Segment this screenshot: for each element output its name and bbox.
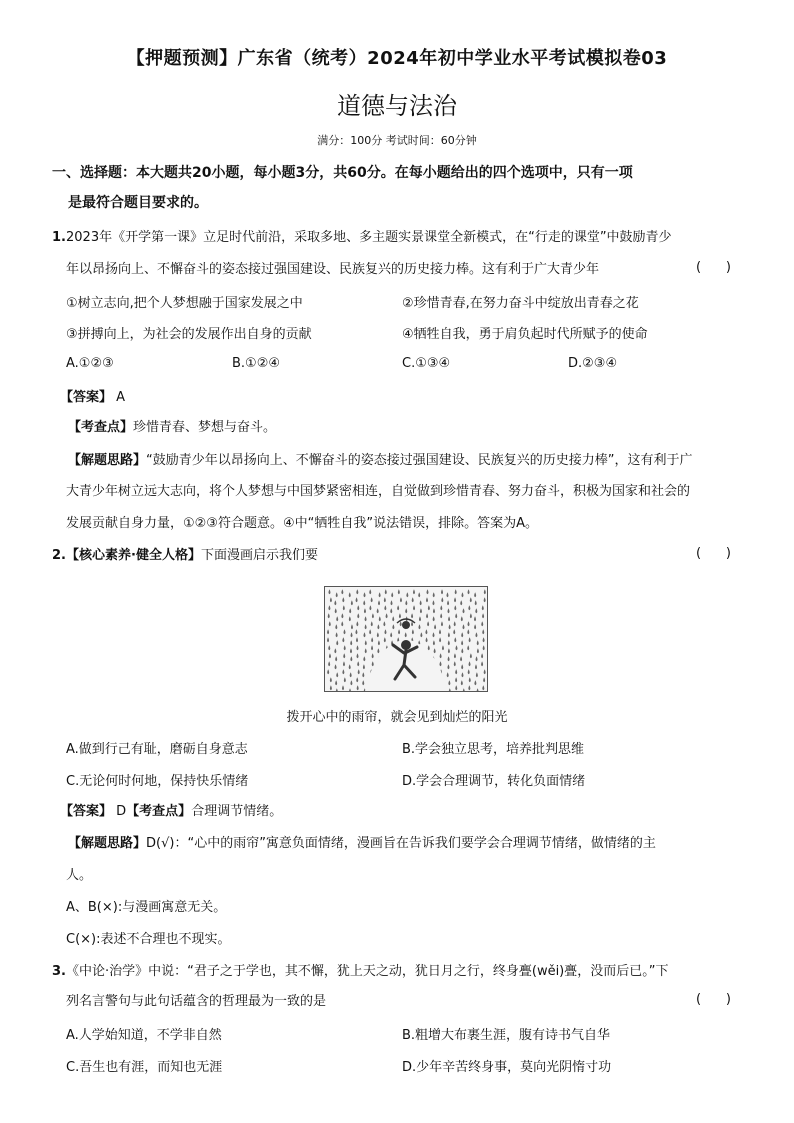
rain-drop [343,661,345,666]
rain-drop [335,624,337,629]
rain-drop [467,629,469,634]
rain-drop [468,669,470,674]
q1-statement-4: ④牺牲自我，勇于肩负起时代所赋予的使命 [402,327,648,342]
rain-drop [432,632,434,637]
q1-idea-text1: “鼓励青少年以昂扬向上、不懈奋斗的姿态接过强国建设、民族复兴的历史接力棒”，这有利于广 [146,453,693,468]
rain-drop [418,624,420,629]
rain-drop [434,624,436,629]
rain-drop [448,640,450,645]
rain-drop [343,653,345,658]
q2-idea-text1: D(√)：“心中的雨帘”寓意负面情绪，漫画旨在告诉我们要学会合理调节情绪，做情绪的主 [146,836,656,851]
rain-drop [372,653,374,658]
q2-idea-line1 [68,834,656,854]
rain-drop [461,632,463,637]
q1-option-c: C.①③④ [402,356,451,371]
rain-drop [475,632,477,637]
q1-idea-label: 【解题思路】 [68,453,147,468]
rain-drop [469,661,471,666]
rain-drop [461,648,463,653]
rain-drop [362,680,364,685]
rain-drop [391,592,393,597]
rain-drop [377,632,379,637]
rain-drop [357,613,359,618]
rain-drop [349,616,351,621]
rain-drop [350,680,352,685]
rain-drop [461,616,463,621]
rain-drop [350,656,352,661]
rain-drop [420,632,422,637]
rain-drop [342,597,344,602]
rain-drop [378,640,380,645]
rain-drop [447,600,449,605]
rain-drop [349,688,351,691]
rain-drop [363,632,365,637]
rain-drop [420,600,422,605]
rain-drop [475,608,477,613]
rain-drop [475,664,477,669]
rain-drop [386,613,388,618]
q2-idea-line3: A、B(×):与漫画寓意无关。 [66,900,227,915]
q1-point [68,418,276,438]
q2-option-c: C.无论何时何地，保持快乐情绪 [66,774,249,789]
subject-title: 道德与法治 [337,92,457,120]
rain-drop [328,661,330,666]
rain-drop [372,613,374,618]
rain-drop [390,632,392,637]
rain-drop [425,629,427,634]
rain-drop [412,629,414,634]
rain-drop [328,645,330,650]
rain-drop [351,632,353,637]
rain-drop [440,613,442,618]
rain-drop [369,605,371,610]
rain-drop [341,589,343,594]
q1-answer-value: A [116,390,126,405]
rain-drop [455,669,457,674]
q1-statement-1: ①树立志向,把个人梦想融于国家发展之中 [66,296,303,311]
rain-drop [477,640,479,645]
rain-drop [327,637,329,642]
rain-drop [467,645,469,650]
rain-drop [355,629,357,634]
rain-drop [411,613,413,618]
q2-stem-text: 下面漫画启示我们要 [200,548,318,563]
rain-drop [400,597,402,602]
rain-drop [470,653,472,658]
rain-drop [448,648,450,653]
exam-title: 【押题预测】广东省（统考）2024年初中学业水平考试模拟卷03 [126,48,668,69]
rain-drop [356,597,358,602]
rain-drop [482,613,484,618]
rain-drop [350,672,352,677]
rain-drop [447,672,449,677]
rain-drop [334,648,336,653]
rain-drop [474,624,476,629]
rain-drop [433,640,435,645]
rain-drop [327,629,329,634]
q2-comic-image [324,586,488,692]
q1-idea-line2: 大青少年树立远大志向，将个人梦想与中国梦紧密相连，自觉做到珍惜青春、努力奋斗，积极为国家和社会的 [66,484,691,499]
rain-drop [406,592,408,597]
rain-drop [428,645,430,650]
rain-drop [344,677,346,682]
rain-drop [447,664,449,669]
rain-drop [426,613,428,618]
rain-drop [441,589,443,594]
rain-drop [377,608,379,613]
rain-drop [356,621,358,626]
rain-drop [469,637,471,642]
q2-option-b: B.学会独立思考，培养批判思维 [402,742,585,757]
q3-stem-line1: 《中论·治学》中说：“君子之于学也，其不懈，犹上天之动，犹日月之行，终身亹(wěi)亹，没而后已。”下 [66,964,669,979]
rain-drop [448,616,450,621]
rain-drop [349,608,351,613]
rain-drop [351,624,353,629]
rain-drop [441,621,443,626]
q2-stem [66,546,318,566]
rain-drop [427,621,429,626]
rain-drop [335,608,337,613]
rain-drop [335,664,337,669]
rain-drop [454,661,456,666]
rain-drop [342,669,344,674]
rain-drop [379,592,381,597]
rain-drop [477,688,479,691]
rain-drop [357,661,359,666]
q2-point-text: 合理调节情绪。 [191,804,283,819]
rain-drop [461,664,463,669]
rain-drop [441,597,443,602]
rain-drop [434,648,436,653]
rain-drop [484,597,486,602]
rain-drop [447,608,449,613]
rain-drop [344,645,346,650]
rain-drop [356,589,358,594]
rain-drop [371,597,373,602]
rain-drop [351,600,353,605]
rain-drop [379,616,381,621]
rain-drop [371,645,373,650]
rain-drop [357,653,359,658]
rain-drop [483,637,485,642]
rain-drop [330,685,332,690]
q2-number: 2. [52,548,66,563]
rain-drop [350,648,352,653]
rain-drop [390,608,392,613]
rain-drop [363,656,365,661]
q2-idea-line2: 人。 [66,868,93,883]
rain-drop [342,685,344,690]
rain-drop [418,592,420,597]
rain-drop [391,600,393,605]
rain-drop [358,669,360,674]
section-heading-line1: 一、选择题：本大题共20小题，每小题3分，共60分。在每小题给出的四个选项中，只有一项 [52,165,633,181]
rain-drop [463,608,465,613]
rain-drop [474,592,476,597]
rain-drop [371,621,373,626]
q1-point-label: 【考查点】 [68,420,134,435]
q3-stem-line2: 列名言警句与此句话蕴含的哲理最为一致的是 [66,994,327,1009]
q2-point-label: 【考查点】 [126,804,192,819]
rain-drop [476,672,478,677]
rain-drop [356,637,358,642]
rain-drop [400,621,402,626]
rain-drop [328,589,330,594]
rain-drop [439,637,441,642]
q3-option-d: D.少年辛苦终身事，莫向光阴惰寸功 [402,1060,612,1075]
rain-drop [330,597,332,602]
rain-drop [377,648,379,653]
rain-drop [342,637,344,642]
rain-drop [446,592,448,597]
rain-drop [426,637,428,642]
rain-drop [330,677,332,682]
q2-answer-value: D [116,804,127,819]
rain-drop [371,637,373,642]
q3-option-b: B.粗增大布裹生涯，腹有诗书气自华 [402,1028,611,1043]
rain-drop [336,640,338,645]
rain-drop [363,664,365,669]
rain-drop [461,592,463,597]
rain-drop [470,613,472,618]
rain-drop [328,605,330,610]
rain-drop [385,589,387,594]
rain-drop [363,600,365,605]
q1-answer-label: 【答案】 [60,390,113,405]
section-heading-line2: 是最符合题目要求的。 [68,195,208,211]
rain-drop [336,688,338,691]
rain-drop [405,632,407,637]
rain-drop [405,608,407,613]
rain-drop [428,605,430,610]
rain-drop [449,624,451,629]
rain-drop [454,637,456,642]
rain-drop [481,621,483,626]
rain-drop [405,600,407,605]
rain-drop [384,637,386,642]
rain-drop [377,624,379,629]
rain-drop [365,648,367,653]
rain-illustration [325,587,487,691]
rain-drop [433,608,435,613]
q1-option-a: A.①②③ [66,356,114,371]
q3-answer-blank: ( ) [696,992,731,1007]
rain-drop [378,600,380,605]
q1-option-b: B.①②④ [232,356,281,371]
rain-drop [392,616,394,621]
rain-drop [365,640,367,645]
rain-drop [477,648,479,653]
rain-drop [455,677,457,682]
rain-drop [349,664,351,669]
rain-drop [440,605,442,610]
q1-answer-blank: ( ) [696,260,731,275]
rain-drop [433,616,435,621]
rain-drop [468,589,470,594]
rain-drop [449,688,451,691]
rain-drop [356,677,358,682]
rain-drop [455,645,457,650]
rain-drop [334,600,336,605]
q1-point-text: 珍惜青春、梦想与奋斗。 [133,420,277,435]
rain-drop [482,685,484,690]
rain-drop [462,624,464,629]
rain-drop [484,669,486,674]
rain-drop [481,661,483,666]
rain-drop [453,629,455,634]
rain-drop [455,685,457,690]
q1-statement-2: ②珍惜青春,在努力奋斗中绽放出青春之花 [402,296,639,311]
rain-drop [468,685,470,690]
q3-number: 3. [52,964,66,979]
rain-drop [454,597,456,602]
rain-drop [448,656,450,661]
rain-drop [349,592,351,597]
rain-drop [454,621,456,626]
rain-drop [350,640,352,645]
rain-drop [419,616,421,621]
q1-option-d: D.②③④ [568,356,618,371]
rain-drop [383,621,385,626]
rain-drop [329,621,331,626]
rain-drop [468,605,470,610]
q2-option-a: A.做到行己有耻，磨砺自身意志 [66,742,248,757]
q2-idea-label: 【解题思路】 [68,836,147,851]
rain-drop [335,656,337,661]
rain-drop [398,589,400,594]
rain-drop [432,600,434,605]
q2-comic-caption: 拨开心中的雨帘，就会见到灿烂的阳光 [286,710,508,725]
q2-answer-label: 【答案】 [60,804,113,819]
rain-drop [362,672,364,677]
rain-drop [439,661,441,666]
q3-option-c: C.吾生也有涯，而知也无涯 [66,1060,223,1075]
rain-drop [397,605,399,610]
q2-tag: 【核心素养·健全人格】 [66,548,201,563]
rain-drop [483,645,485,650]
rain-drop [474,680,476,685]
rain-drop [343,605,345,610]
q1-idea-line1 [68,451,693,471]
rain-drop [413,589,415,594]
rain-drop [483,677,485,682]
rain-drop [454,653,456,658]
rain-drop [426,597,428,602]
rain-drop [455,613,457,618]
q1-answer [60,388,125,408]
rain-drop [412,597,414,602]
section-heading [52,158,742,218]
rain-drop [343,629,345,634]
rain-drop [356,645,358,650]
rain-drop [442,645,444,650]
rain-drop [369,629,371,634]
rain-drop [475,600,477,605]
rain-drop [461,680,463,685]
q2-answer-blank: ( ) [696,546,731,561]
rain-drop [440,653,442,658]
rain-drop [469,677,471,682]
rain-drop [448,632,450,637]
rain-drop [336,672,338,677]
rain-drop [357,605,359,610]
rain-drop [392,624,394,629]
q3-option-a: A.人学始知道，不学非自然 [66,1028,222,1043]
rain-drop [399,613,401,618]
rain-drop [426,589,428,594]
rain-drop [468,621,470,626]
q1-idea-line3: 发展贡献自身力量，①②③符合题意。④中“牺牲自我”说法错误，排除。答案为A。 [66,516,538,531]
exam-meta: 满分：100分 考试时间：60分钟 [317,134,477,147]
rain-drop [364,608,366,613]
rain-drop [474,616,476,621]
rain-drop [420,608,422,613]
rain-drop [364,592,366,597]
q1-stem-line2: 年以昂扬向上、不懈奋斗的姿态接过强国建设、民族复兴的历史接力棒。这有利于广大青少年 [66,262,600,277]
rain-drop [336,592,338,597]
q1-statement-3: ③拼搏向上，为社会的发展作出自身的贡献 [66,327,312,342]
rain-drop [335,680,337,685]
rain-drop [413,605,415,610]
rain-drop [448,680,450,685]
rain-drop [481,653,483,658]
rain-drop [461,672,463,677]
rain-drop [463,688,465,691]
rain-drop [482,605,484,610]
rain-drop [327,669,329,674]
rain-drop [365,624,367,629]
rain-drop [433,592,435,597]
rain-drop [460,600,462,605]
q1-number: 1. [52,230,66,245]
rain-drop [341,621,343,626]
rain-drop [336,616,338,621]
rain-drop [328,613,330,618]
rain-drop [357,685,359,690]
rain-drop [369,589,371,594]
rain-drop [398,629,400,634]
rain-drop [455,589,457,594]
rain-drop [484,589,486,594]
rain-drop [482,629,484,634]
q2-idea-line4: C(×):表述不合理也不现实。 [66,932,231,947]
rain-drop [372,661,374,666]
rain-drop [336,632,338,637]
rain-drop [476,656,478,661]
q2-answer [60,802,282,822]
rain-drop [384,605,386,610]
rain-drop [384,629,386,634]
rain-drop [454,605,456,610]
rain-drop [329,653,331,658]
q2-option-d: D.学会合理调节，转化负面情绪 [402,774,586,789]
rain-drop [384,597,386,602]
rain-drop [460,656,462,661]
rain-drop [470,597,472,602]
q1-stem-line1: 2023年《开学第一课》立足时代前沿，采取多地、多主题实景课堂全新模式，在“行走的课堂”中鼓励青少 [66,230,672,245]
rain-drop [439,629,441,634]
rain-drop [461,640,463,645]
rain-drop [341,613,343,618]
rain-drop [365,616,367,621]
